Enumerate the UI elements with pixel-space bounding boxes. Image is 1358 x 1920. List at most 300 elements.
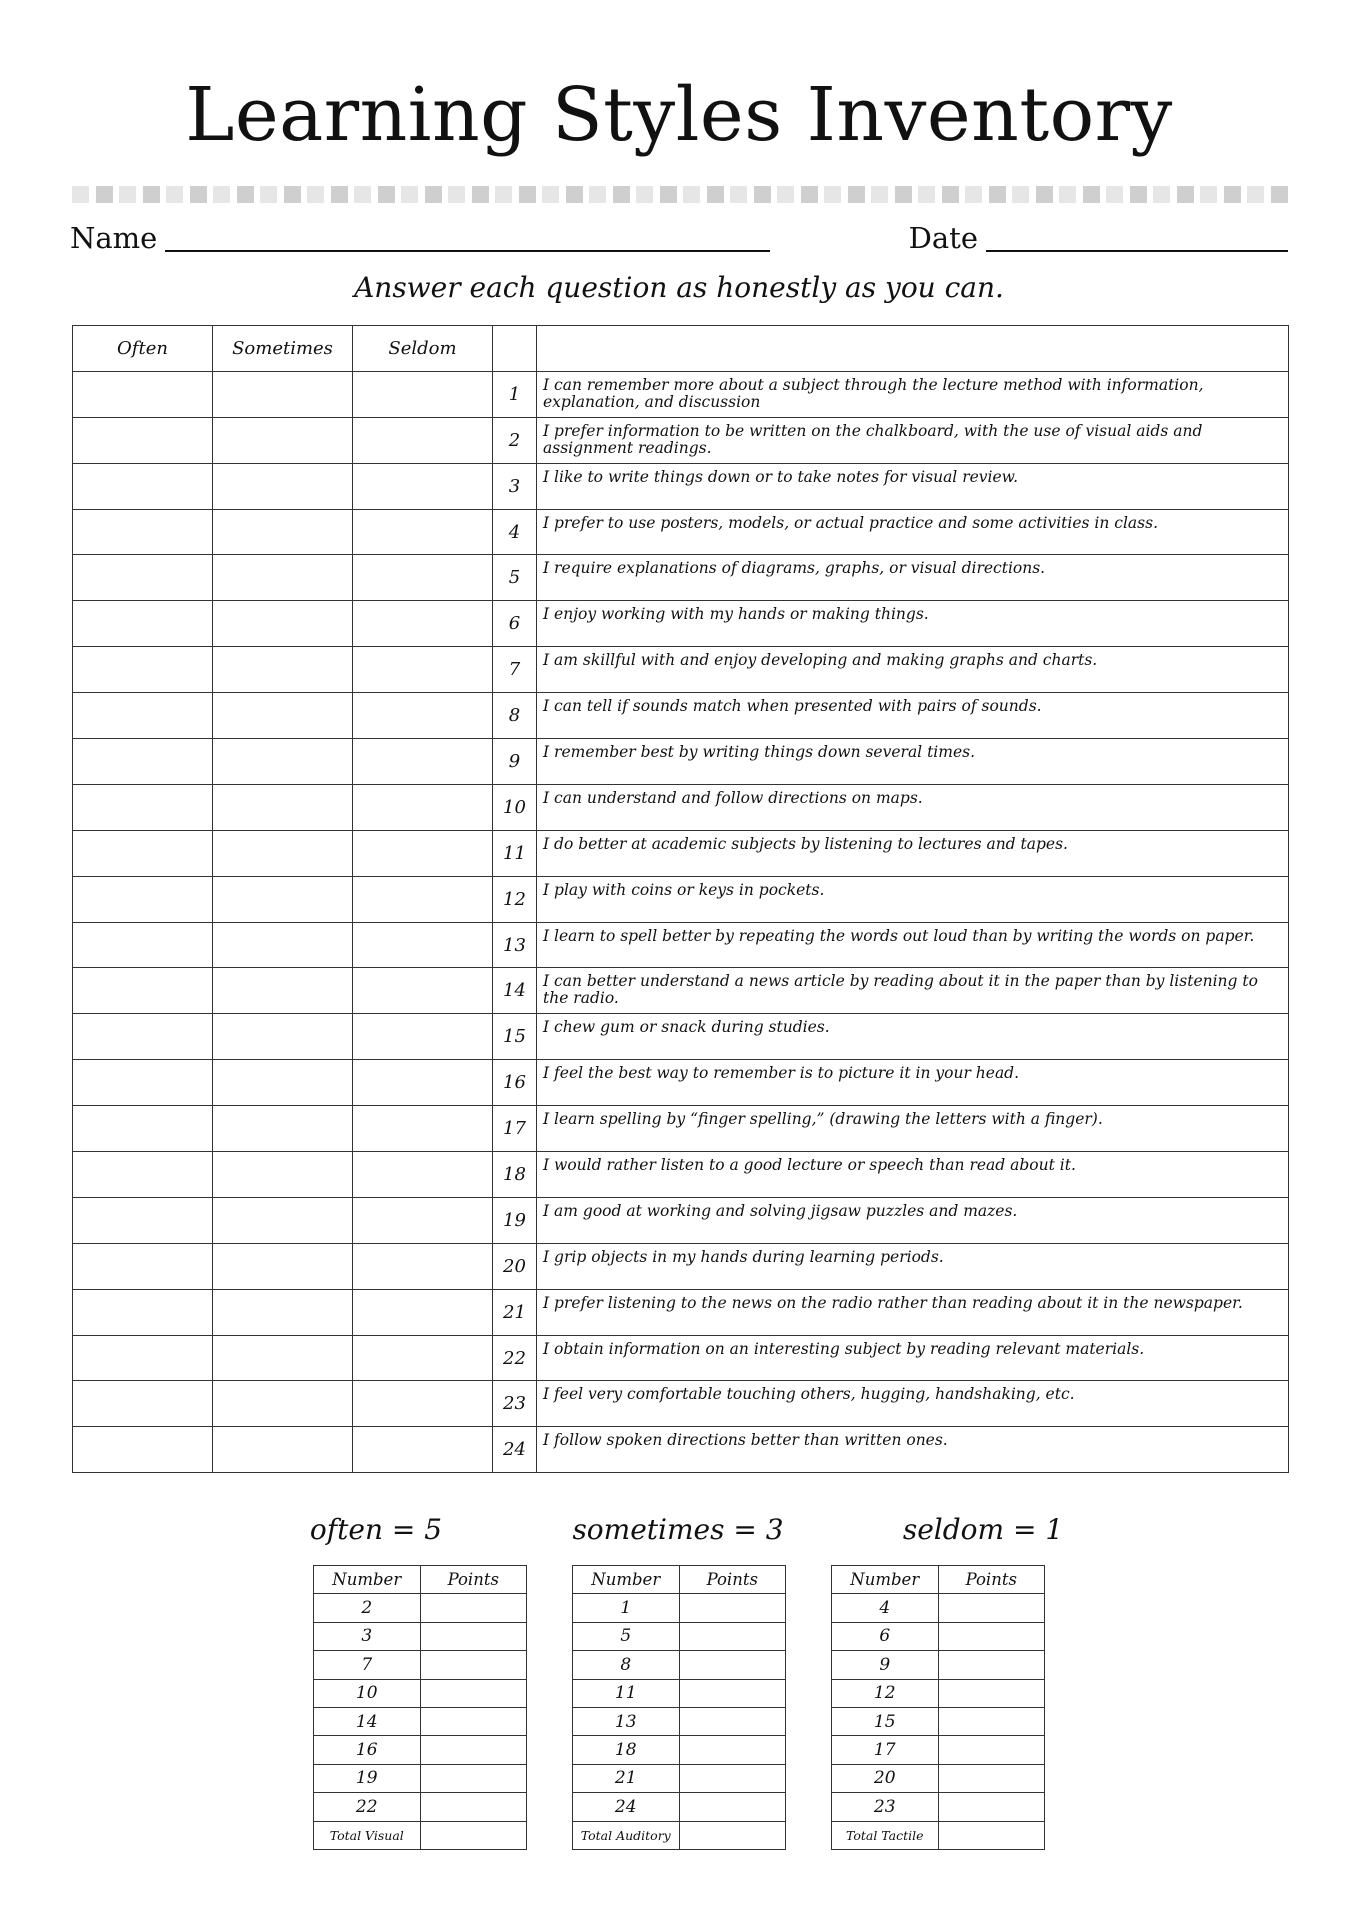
answer-cell-seldom[interactable] — [353, 784, 493, 830]
answer-cell-often[interactable] — [73, 1060, 213, 1106]
score-number: 5 — [573, 1622, 680, 1650]
points-cell[interactable] — [420, 1793, 527, 1821]
score-row — [573, 1764, 786, 1792]
decorative-square — [190, 186, 207, 203]
scale-sometimes: sometimes = 3 — [572, 1513, 784, 1546]
question-number: 17 — [493, 1106, 537, 1152]
score-number: 23 — [832, 1793, 939, 1821]
table-row — [73, 1427, 1289, 1473]
header-number — [493, 326, 537, 372]
question-statement: I would rather listen to a good lecture or speech than read about it. — [537, 1152, 1289, 1198]
decorative-square — [1036, 186, 1053, 203]
question-number: 24 — [493, 1427, 537, 1473]
question-number: 6 — [493, 601, 537, 647]
decorative-square — [989, 186, 1006, 203]
answer-cell-sometimes[interactable] — [213, 1335, 353, 1381]
table-row — [73, 601, 1289, 647]
answer-cell-sometimes[interactable] — [213, 555, 353, 601]
answer-cell-seldom[interactable] — [353, 417, 493, 463]
score-row — [832, 1707, 1045, 1735]
table-row — [73, 876, 1289, 922]
question-number: 11 — [493, 830, 537, 876]
answer-cell-seldom[interactable] — [353, 1381, 493, 1427]
question-number: 4 — [493, 509, 537, 555]
points-cell[interactable] — [679, 1622, 786, 1650]
answer-cell-often[interactable] — [73, 647, 213, 693]
number-header: Number — [832, 1566, 939, 1594]
header-often: Often — [73, 326, 213, 372]
answer-cell-seldom[interactable] — [353, 968, 493, 1014]
score-number: 12 — [832, 1679, 939, 1707]
answer-cell-sometimes[interactable] — [213, 463, 353, 509]
decorative-square — [613, 186, 630, 203]
answer-cell-often[interactable] — [73, 463, 213, 509]
points-cell[interactable] — [679, 1651, 786, 1679]
decorative-square — [1247, 186, 1264, 203]
decorative-square — [801, 186, 818, 203]
score-row — [573, 1651, 786, 1679]
answer-cell-sometimes[interactable] — [213, 1106, 353, 1152]
question-statement: I feel the best way to remember is to picture it in your head. — [537, 1060, 1289, 1106]
question-statement: I am good at working and solving jigsaw puzzles and mazes. — [537, 1197, 1289, 1243]
decorative-square — [1153, 186, 1170, 203]
answer-cell-often[interactable] — [73, 1427, 213, 1473]
answer-cell-seldom[interactable] — [353, 647, 493, 693]
score-number: 15 — [832, 1707, 939, 1735]
decorative-square — [1200, 186, 1217, 203]
decorative-square — [448, 186, 465, 203]
answer-cell-sometimes[interactable] — [213, 693, 353, 739]
question-number: 23 — [493, 1381, 537, 1427]
question-number: 15 — [493, 1014, 537, 1060]
decorative-square — [1012, 186, 1029, 203]
answer-cell-seldom[interactable] — [353, 739, 493, 785]
score-row — [573, 1707, 786, 1735]
points-cell[interactable] — [420, 1764, 527, 1792]
score-number: 14 — [314, 1707, 421, 1735]
score-number: 20 — [832, 1764, 939, 1792]
points-cell[interactable] — [938, 1679, 1045, 1707]
points-header: Points — [420, 1566, 527, 1594]
question-statement: I remember best by writing things down several times. — [537, 739, 1289, 785]
decorative-square — [1177, 186, 1194, 203]
answer-cell-sometimes[interactable] — [213, 876, 353, 922]
answer-cell-often[interactable] — [73, 1152, 213, 1198]
question-number: 9 — [493, 739, 537, 785]
answer-cell-often[interactable] — [73, 371, 213, 417]
answer-cell-seldom[interactable] — [353, 509, 493, 555]
table-row — [73, 693, 1289, 739]
table-row — [73, 1381, 1289, 1427]
decorative-square — [1224, 186, 1241, 203]
answer-cell-sometimes[interactable] — [213, 371, 353, 417]
score-row — [573, 1793, 786, 1821]
answer-cell-sometimes[interactable] — [213, 1381, 353, 1427]
answer-cell-seldom[interactable] — [353, 1106, 493, 1152]
decorative-square — [636, 186, 653, 203]
answer-cell-sometimes[interactable] — [213, 784, 353, 830]
question-number: 10 — [493, 784, 537, 830]
decorative-square — [425, 186, 442, 203]
decorative-square — [354, 186, 371, 203]
total-label: Total Auditory — [573, 1821, 680, 1849]
answer-cell-sometimes[interactable] — [213, 1060, 353, 1106]
answer-cell-seldom[interactable] — [353, 1335, 493, 1381]
table-row — [73, 417, 1289, 463]
table-row — [73, 1335, 1289, 1381]
score-table-auditory — [572, 1565, 786, 1850]
table-row — [73, 509, 1289, 555]
total-points-cell[interactable] — [420, 1821, 527, 1849]
decorative-square — [1130, 186, 1147, 203]
score-row — [832, 1594, 1045, 1622]
table-row — [73, 784, 1289, 830]
score-number: 13 — [573, 1707, 680, 1735]
score-number: 10 — [314, 1679, 421, 1707]
score-number: 18 — [573, 1736, 680, 1764]
answer-cell-seldom[interactable] — [353, 555, 493, 601]
score-row — [314, 1707, 527, 1735]
question-statement: I prefer listening to the news on the radio rather than reading about it in the newspaper. — [537, 1289, 1289, 1335]
decorative-square — [284, 186, 301, 203]
answer-cell-sometimes[interactable] — [213, 1197, 353, 1243]
score-row — [314, 1736, 527, 1764]
table-row — [73, 1106, 1289, 1152]
total-points-cell[interactable] — [938, 1821, 1045, 1849]
answer-cell-seldom[interactable] — [353, 463, 493, 509]
points-cell[interactable] — [938, 1764, 1045, 1792]
table-row — [73, 1152, 1289, 1198]
answer-cell-often[interactable] — [73, 509, 213, 555]
answer-cell-sometimes[interactable] — [213, 922, 353, 968]
table-row — [73, 463, 1289, 509]
name-blank-line[interactable] — [165, 224, 770, 252]
decorative-square — [965, 186, 982, 203]
question-statement: I can remember more about a subject through the lecture method with information, explanation, and discussion — [537, 371, 1289, 417]
date-label: Date — [908, 221, 978, 255]
name-label: Name — [70, 221, 158, 255]
points-cell[interactable] — [420, 1707, 527, 1735]
header-sometimes: Sometimes — [213, 326, 353, 372]
page-title: Learning Styles Inventory — [185, 72, 1173, 158]
decorative-square-border — [72, 186, 1288, 204]
question-statement: I prefer information to be written on the chalkboard, with the use of visual aids and assignment readings. — [537, 417, 1289, 463]
question-number: 21 — [493, 1289, 537, 1335]
score-table-tactile — [831, 1565, 1045, 1850]
score-row — [573, 1594, 786, 1622]
score-row — [573, 1622, 786, 1650]
score-number: 11 — [573, 1679, 680, 1707]
decorative-square — [472, 186, 489, 203]
total-points-cell[interactable] — [679, 1821, 786, 1849]
decorative-square — [72, 186, 89, 203]
score-number: 17 — [832, 1736, 939, 1764]
answer-cell-often[interactable] — [73, 968, 213, 1014]
answer-cell-sometimes[interactable] — [213, 1289, 353, 1335]
decorative-square — [331, 186, 348, 203]
question-number: 7 — [493, 647, 537, 693]
question-statement: I can better understand a news article by reading about it in the paper than by listening to the radio. — [537, 968, 1289, 1014]
decorative-square — [1271, 186, 1288, 203]
score-row — [832, 1622, 1045, 1650]
decorative-square — [1083, 186, 1100, 203]
score-row — [314, 1793, 527, 1821]
question-number: 18 — [493, 1152, 537, 1198]
table-row — [73, 922, 1289, 968]
points-header: Points — [679, 1566, 786, 1594]
answer-cell-sometimes[interactable] — [213, 1152, 353, 1198]
score-row — [314, 1651, 527, 1679]
answer-cell-often[interactable] — [73, 1381, 213, 1427]
question-number: 1 — [493, 371, 537, 417]
score-number: 6 — [832, 1622, 939, 1650]
score-number: 2 — [314, 1594, 421, 1622]
answer-cell-seldom[interactable] — [353, 601, 493, 647]
answer-cell-often[interactable] — [73, 417, 213, 463]
date-field[interactable] — [909, 218, 1288, 258]
decorative-square — [918, 186, 935, 203]
header-seldom: Seldom — [353, 326, 493, 372]
decorative-square — [1106, 186, 1123, 203]
answer-cell-seldom[interactable] — [353, 1243, 493, 1289]
score-number: 4 — [832, 1594, 939, 1622]
table-row — [73, 1014, 1289, 1060]
question-statement: I enjoy working with my hands or making things. — [537, 601, 1289, 647]
score-number: 1 — [573, 1594, 680, 1622]
answer-cell-sometimes[interactable] — [213, 1243, 353, 1289]
score-number: 16 — [314, 1736, 421, 1764]
answer-cell-often[interactable] — [73, 830, 213, 876]
score-number: 22 — [314, 1793, 421, 1821]
points-cell[interactable] — [938, 1651, 1045, 1679]
answer-cell-often[interactable] — [73, 555, 213, 601]
decorative-square — [1059, 186, 1076, 203]
answer-cell-often[interactable] — [73, 1014, 213, 1060]
question-number: 19 — [493, 1197, 537, 1243]
answer-cell-often[interactable] — [73, 784, 213, 830]
question-statement: I require explanations of diagrams, graphs, or visual directions. — [537, 555, 1289, 601]
score-row — [573, 1736, 786, 1764]
decorative-square — [660, 186, 677, 203]
decorative-square — [237, 186, 254, 203]
decorative-square — [519, 186, 536, 203]
question-number: 16 — [493, 1060, 537, 1106]
decorative-square — [566, 186, 583, 203]
points-cell[interactable] — [679, 1594, 786, 1622]
decorative-square — [824, 186, 841, 203]
score-row — [314, 1594, 527, 1622]
table-row — [73, 1243, 1289, 1289]
answer-cell-seldom[interactable] — [353, 1427, 493, 1473]
decorative-square — [96, 186, 113, 203]
question-number: 5 — [493, 555, 537, 601]
answer-cell-sometimes[interactable] — [213, 739, 353, 785]
decorative-square — [730, 186, 747, 203]
answer-cell-often[interactable] — [73, 1335, 213, 1381]
question-number: 22 — [493, 1335, 537, 1381]
table-row — [73, 647, 1289, 693]
decorative-square — [378, 186, 395, 203]
score-number: 3 — [314, 1622, 421, 1650]
decorative-square — [119, 186, 136, 203]
answer-cell-often[interactable] — [73, 1243, 213, 1289]
points-cell[interactable] — [420, 1736, 527, 1764]
decorative-square — [401, 186, 418, 203]
question-number: 14 — [493, 968, 537, 1014]
total-label: Total Tactile — [832, 1821, 939, 1849]
points-cell[interactable] — [420, 1622, 527, 1650]
decorative-square — [542, 186, 559, 203]
scale-seldom: seldom = 1 — [902, 1513, 1064, 1546]
table-row — [73, 830, 1289, 876]
decorative-square — [260, 186, 277, 203]
inventory-header-row — [73, 326, 1289, 372]
answer-cell-seldom[interactable] — [353, 1152, 493, 1198]
decorative-square — [683, 186, 700, 203]
name-date-row — [70, 218, 1288, 258]
answer-cell-seldom[interactable] — [353, 830, 493, 876]
answer-cell-sometimes[interactable] — [213, 509, 353, 555]
answer-cell-sometimes[interactable] — [213, 1427, 353, 1473]
answer-cell-sometimes[interactable] — [213, 647, 353, 693]
decorative-square — [848, 186, 865, 203]
answer-cell-often[interactable] — [73, 1197, 213, 1243]
points-header: Points — [938, 1566, 1045, 1594]
decorative-square — [707, 186, 724, 203]
decorative-square — [213, 186, 230, 203]
score-header-row — [314, 1566, 527, 1594]
answer-cell-seldom[interactable] — [353, 922, 493, 968]
decorative-square — [307, 186, 324, 203]
scale-often: often = 5 — [309, 1513, 443, 1546]
decorative-square — [942, 186, 959, 203]
decorative-square — [166, 186, 183, 203]
table-row — [73, 739, 1289, 785]
answer-cell-seldom[interactable] — [353, 1289, 493, 1335]
points-cell[interactable] — [679, 1736, 786, 1764]
decorative-square — [754, 186, 771, 203]
answer-cell-seldom[interactable] — [353, 1197, 493, 1243]
points-cell[interactable] — [420, 1679, 527, 1707]
points-cell[interactable] — [679, 1793, 786, 1821]
question-statement: I can understand and follow directions on maps. — [537, 784, 1289, 830]
question-statement: I grip objects in my hands during learning periods. — [537, 1243, 1289, 1289]
question-statement: I feel very comfortable touching others, hugging, handshaking, etc. — [537, 1381, 1289, 1427]
points-cell[interactable] — [420, 1594, 527, 1622]
question-statement: I follow spoken directions better than written ones. — [537, 1427, 1289, 1473]
decorative-square — [777, 186, 794, 203]
score-number: 8 — [573, 1651, 680, 1679]
score-header-row — [573, 1566, 786, 1594]
score-row — [314, 1679, 527, 1707]
score-header-row — [832, 1566, 1045, 1594]
answer-cell-seldom[interactable] — [353, 876, 493, 922]
answer-cell-often[interactable] — [73, 1106, 213, 1152]
answer-cell-often[interactable] — [73, 1289, 213, 1335]
score-row — [832, 1764, 1045, 1792]
number-header: Number — [314, 1566, 421, 1594]
question-number: 3 — [493, 463, 537, 509]
score-row — [314, 1764, 527, 1792]
question-number: 8 — [493, 693, 537, 739]
answer-cell-seldom[interactable] — [353, 693, 493, 739]
date-blank-line[interactable] — [986, 224, 1288, 252]
answer-cell-often[interactable] — [73, 601, 213, 647]
name-field[interactable] — [70, 218, 770, 258]
decorative-square — [495, 186, 512, 203]
answer-cell-seldom[interactable] — [353, 1014, 493, 1060]
score-row — [832, 1793, 1045, 1821]
number-header: Number — [573, 1566, 680, 1594]
score-number: 24 — [573, 1793, 680, 1821]
question-statement: I obtain information on an interesting subject by reading relevant materials. — [537, 1335, 1289, 1381]
question-statement: I like to write things down or to take notes for visual review. — [537, 463, 1289, 509]
question-statement: I play with coins or keys in pockets. — [537, 876, 1289, 922]
table-row — [73, 1197, 1289, 1243]
answer-cell-sometimes[interactable] — [213, 417, 353, 463]
answer-cell-seldom[interactable] — [353, 371, 493, 417]
header-statement — [537, 326, 1289, 372]
score-row — [314, 1622, 527, 1650]
answer-cell-often[interactable] — [73, 922, 213, 968]
total-row — [832, 1821, 1045, 1849]
answer-cell-sometimes[interactable] — [213, 968, 353, 1014]
score-number: 7 — [314, 1651, 421, 1679]
table-row — [73, 555, 1289, 601]
question-number: 13 — [493, 922, 537, 968]
decorative-square — [895, 186, 912, 203]
score-number: 19 — [314, 1764, 421, 1792]
total-label: Total Visual — [314, 1821, 421, 1849]
points-cell[interactable] — [679, 1707, 786, 1735]
points-cell[interactable] — [938, 1793, 1045, 1821]
score-table-visual — [313, 1565, 527, 1850]
question-number: 12 — [493, 876, 537, 922]
score-row — [832, 1736, 1045, 1764]
question-statement: I learn to spell better by repeating the words out loud than by writing the words on paper. — [537, 922, 1289, 968]
score-row — [832, 1679, 1045, 1707]
table-row — [73, 1060, 1289, 1106]
question-statement: I am skillful with and enjoy developing and making graphs and charts. — [537, 647, 1289, 693]
points-cell[interactable] — [938, 1622, 1045, 1650]
answer-cell-often[interactable] — [73, 876, 213, 922]
points-cell[interactable] — [679, 1764, 786, 1792]
points-cell[interactable] — [938, 1736, 1045, 1764]
question-statement: I learn spelling by “finger spelling,” (drawing the letters with a finger). — [537, 1106, 1289, 1152]
total-row — [314, 1821, 527, 1849]
points-cell[interactable] — [679, 1679, 786, 1707]
decorative-square — [871, 186, 888, 203]
points-cell[interactable] — [938, 1594, 1045, 1622]
answer-cell-sometimes[interactable] — [213, 830, 353, 876]
score-row — [573, 1679, 786, 1707]
question-statement: I prefer to use posters, models, or actual practice and some activities in class. — [537, 509, 1289, 555]
points-cell[interactable] — [420, 1651, 527, 1679]
answer-cell-seldom[interactable] — [353, 1060, 493, 1106]
score-row — [832, 1651, 1045, 1679]
points-cell[interactable] — [938, 1707, 1045, 1735]
answer-cell-often[interactable] — [73, 739, 213, 785]
instruction-text: Answer each question as honestly as you can. — [354, 271, 1004, 304]
decorative-square — [589, 186, 606, 203]
question-statement: I can tell if sounds match when presented with pairs of sounds. — [537, 693, 1289, 739]
answer-cell-sometimes[interactable] — [213, 1014, 353, 1060]
question-number: 2 — [493, 417, 537, 463]
total-row — [573, 1821, 786, 1849]
answer-cell-often[interactable] — [73, 693, 213, 739]
score-number: 21 — [573, 1764, 680, 1792]
answer-cell-sometimes[interactable] — [213, 601, 353, 647]
